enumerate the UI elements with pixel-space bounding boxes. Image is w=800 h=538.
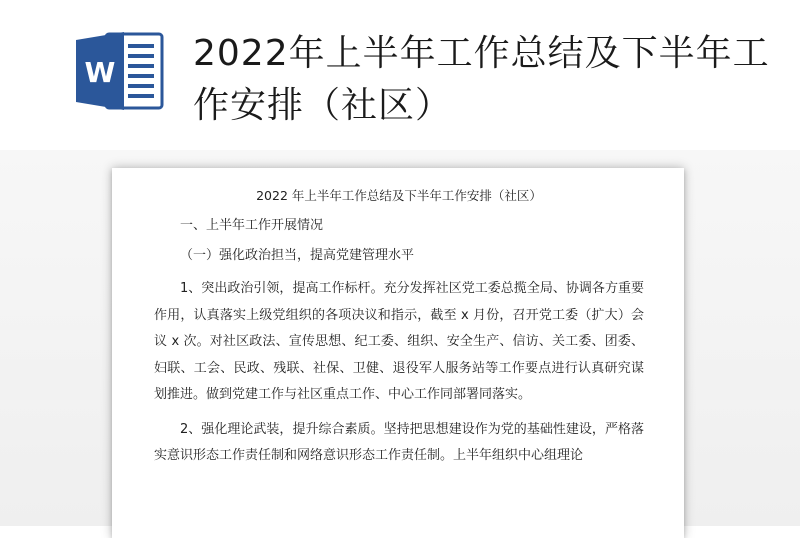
page-title: 2022年上半年工作总结及下半年工作安排（社区） [193,33,770,126]
paragraph: 1、突出政治引领，提高工作标杆。充分发挥社区党工委总揽全局、协调各方重要作用，认真落实上级党组织的各项决议和指示，截至 x 月份，召开党工委（扩大）会议 x 次。对社区政法、宣传思想、纪工委、组织、安全生产、信访、关工委、团委、妇联、工会、民政、残联、社保、卫健、退役军人服务站等工作要点进行认真研究谋划推进。做到党建工作与社区重点工作、中心工作同部署同落实。 [154,281,644,402]
document-title: 2022 年上半年工作总结及下半年工作安排（社区） [256,188,542,203]
section-heading: 一、上半年工作开展情况 [180,218,324,233]
subsection-heading: （一）强化政治担当，提高党建管理水平 [180,248,415,263]
document-content [154,186,644,470]
document-page [112,168,684,538]
paragraph: 2、强化理论武装，提升综合素质。坚持把思想建设作为党的基础性建设，严格落实意识形态工作责任制和网络意识形态工作责任制。上半年组织中心组理论 [154,421,644,463]
header-banner [0,0,800,165]
word-icon [76,30,164,112]
svg-text:W: W [84,56,116,89]
